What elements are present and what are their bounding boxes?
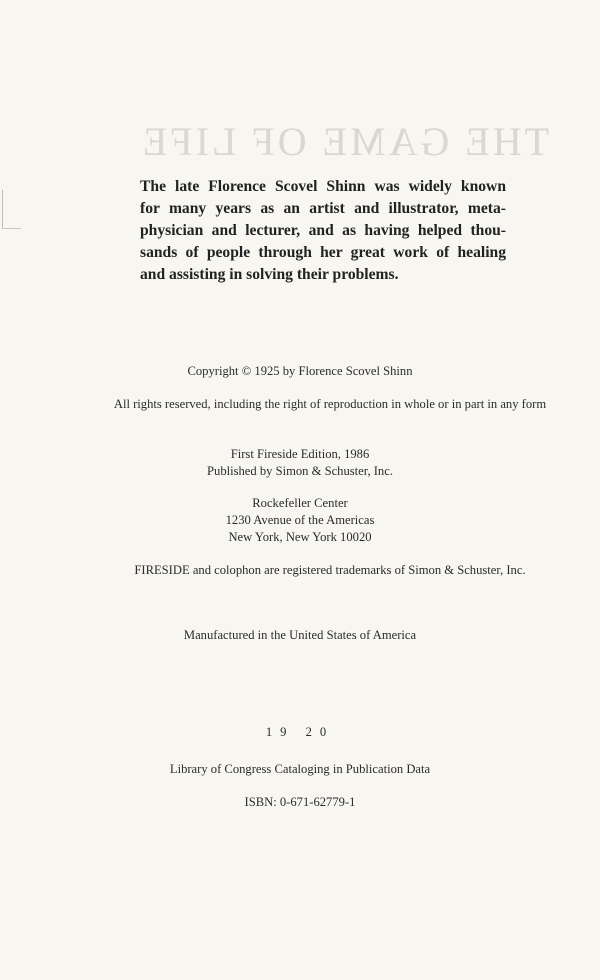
page-edge-mark: [2, 190, 21, 229]
bio-line: sands of people through her great work of healing: [140, 244, 506, 261]
bio-line: and assisting in solving their problems.: [140, 266, 399, 283]
rights-statement: All rights reserved, including the right of reproduction in whole or in part in any form: [113, 397, 547, 411]
bio-line: for many years as an artist and illustrator, meta-: [140, 200, 506, 217]
bio-line: The late Florence Scovel Shinn was widely known: [140, 178, 506, 195]
loc-cataloging: Library of Congress Cataloging in Publication Data: [169, 762, 431, 776]
bleed-through-title: THE GAME OF LIFE: [140, 119, 550, 164]
isbn: ISBN: 0-671-62779-1: [244, 795, 356, 809]
trademark-notice: FIRESIDE and colophon are registered trademarks of Simon & Schuster, Inc.: [134, 563, 526, 577]
author-bio: [140, 176, 506, 286]
copyright-notice: Copyright © 1925 by Florence Scovel Shinn: [187, 364, 413, 378]
address-line: 1230 Avenue of the Americas: [225, 513, 375, 527]
printing-numbers: 19 20: [265, 725, 335, 739]
publisher-line: Published by Simon & Schuster, Inc.: [207, 464, 393, 478]
address-line: Rockefeller Center: [252, 496, 348, 510]
edition-line: First Fireside Edition, 1986: [230, 447, 370, 461]
manufactured-notice: Manufactured in the United States of America: [183, 628, 417, 642]
address-line: New York, New York 10020: [228, 530, 372, 544]
bio-line: physician and lecturer, and as having helped thou-: [140, 222, 506, 239]
edition-info: [0, 446, 600, 480]
publisher-address: [0, 495, 600, 546]
